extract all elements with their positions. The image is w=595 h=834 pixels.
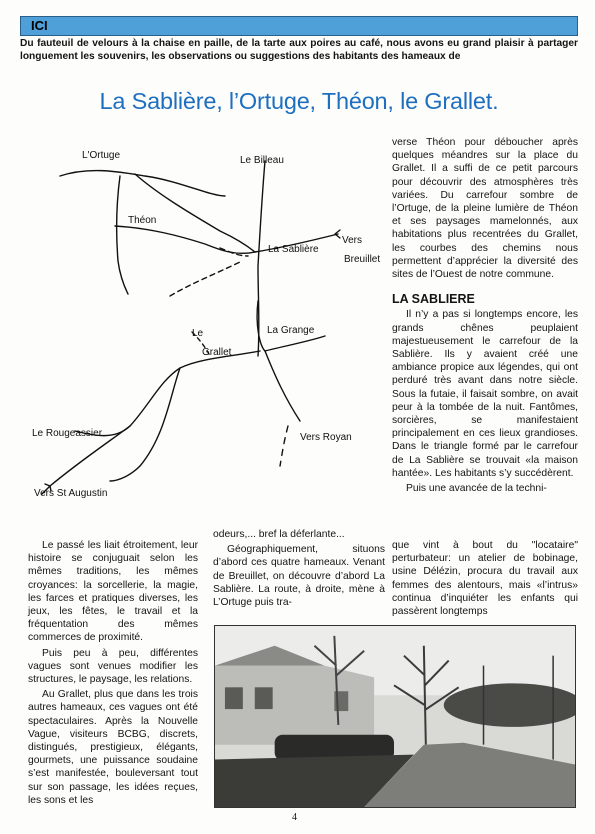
map-label-le: Le bbox=[192, 328, 204, 339]
map-label-rougeassier: Le Rougeassier bbox=[32, 428, 103, 439]
middle-column bbox=[213, 528, 385, 611]
road-billeau-grange bbox=[258, 161, 265, 356]
paragraph: que vint à bout du "locataire" perturbateur: un atelier de bobinage, usine Délézin, procura du travail aux femmes des alentours, mais «l’intrus» continua d’inquiéter les enfants qui passèrent longtemps bbox=[392, 540, 578, 618]
map-label-vers-breuillet-1: Vers bbox=[342, 235, 363, 246]
road-ortuge-billeau bbox=[60, 171, 225, 196]
right-column-bottom bbox=[392, 539, 578, 620]
map-label-ortuge: L'Ortuge bbox=[82, 150, 121, 161]
paragraph: verse Théon pour déboucher après quelques méandres sur la place du Grallet. Il a suffi de ce petit parcours pour découvrir des atmosphères très variées. Du carrefour sombre de l’Ortuge, de la pleine lumière de Théon et ses paysages mamelonnés, aux habitations plus recentrées du Grallet, les courbes des chemins nous permettent d’apprécier la diversité des sites de l’Ouest de notre commune. bbox=[392, 137, 578, 281]
road-grallet-royan bbox=[265, 351, 300, 421]
map-label-grange: La Grange bbox=[267, 325, 315, 336]
dashed-path-2 bbox=[170, 262, 240, 296]
paragraph: odeurs,... bref la déferlante... bbox=[213, 529, 345, 540]
map-label-grallet: Grallet bbox=[202, 347, 232, 358]
section-label: ICI bbox=[31, 18, 48, 33]
page-headline: La Sablière, l’Ortuge, Théon, le Grallet. bbox=[99, 88, 499, 114]
paragraph: Géographiquement, situons d’abord ces quatre hameaux. Venant de Breuillet, on découvre d’abord La Sablière. La route, à droite, mène à L’Ortuge puis tra- bbox=[213, 544, 385, 609]
left-column bbox=[28, 539, 198, 809]
paragraph: Le passé les liait étroitement, leur histoire se conjuguait selon les mêmes traditions, les mêmes croyances: la sorcellerie, la magie, les farces et pratiques diverses, les jeux, les fêtes, le travail et la fréquentation des mêmes commerces de proximité. bbox=[28, 540, 198, 644]
paragraph: Au Grallet, plus que dans les trois autres hameaux, ces vagues ont été spectaculaires. Après la Nouvelle Vague, visiteurs BCBG, discrets, distingués, prestigieux, élégants, gourmets, une puissance soudaine s’est manifestée, bouleversant tout sur son passage, les idées reçues, les sons et les bbox=[28, 689, 198, 806]
hamlet-photograph bbox=[214, 625, 576, 808]
hamlets-map bbox=[20, 136, 388, 506]
dashed-path-royan bbox=[280, 426, 288, 466]
intro-paragraph: Du fauteuil de velours à la chaise en paille, de la tarte aux poires au café, nous avons eu grand plaisir à partager longuement les souvenirs, les observations ou suggestions des habitants des hameaux de bbox=[20, 38, 578, 62]
map-label-vers-breuillet-2: Breuillet bbox=[344, 254, 381, 265]
map-label-sabliere: La Sablière bbox=[268, 244, 319, 255]
dashed-path-1 bbox=[220, 248, 248, 256]
road-theon-west bbox=[117, 176, 128, 294]
map-label-theon: Théon bbox=[128, 215, 157, 226]
page-number: 4 bbox=[292, 812, 297, 823]
road-grallet-loop bbox=[75, 351, 260, 436]
paragraph: Puis peu à peu, différentes vagues sont venues modifier les structures, le paysage, les relations. bbox=[28, 647, 198, 686]
map-label-vers-st-augustin: Vers St Augustin bbox=[34, 488, 108, 499]
paragraph: Il n’y a pas si longtemps encore, les grands chênes peuplaient majestueusement le carrefour de la Sablière. Ils y avaient créé une ambiance propice aux légendes, qui ont perduré très avant dans notre siècle. Sous la futaie, il faisait sombre, on avait peur à la tombée de la nuit. Fantômes, sorcières, se manifestaient principalement en ces lieux grandioses. Dans le triangle formé par le carrefour de La Sablière se trouvait «la maison hantée». Les habitants s’y succédèrent. bbox=[392, 309, 578, 479]
paragraph: Puis une avancée de la techni- bbox=[406, 483, 547, 495]
section-subheading: LA SABLIERE bbox=[392, 292, 475, 307]
map-label-billeau: Le Billeau bbox=[240, 155, 284, 166]
section-header-bar bbox=[20, 16, 578, 36]
road-rougeassier bbox=[110, 368, 180, 481]
map-label-vers-royan: Vers Royan bbox=[300, 432, 352, 443]
road-grallet-east bbox=[265, 336, 325, 351]
road-theon bbox=[115, 226, 255, 253]
right-column-top bbox=[392, 136, 578, 497]
